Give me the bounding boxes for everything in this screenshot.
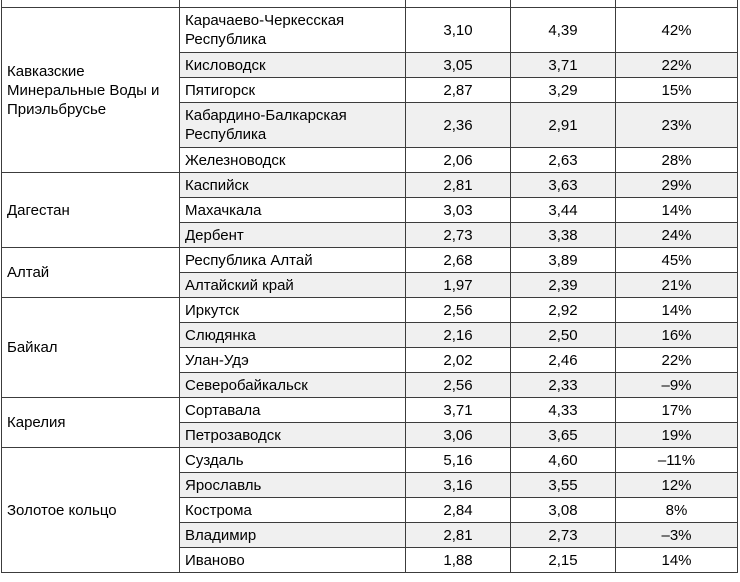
value-1-cell: 2,02 xyxy=(406,348,511,373)
table-row xyxy=(2,248,738,273)
value-1-cell: 2,81 xyxy=(406,173,511,198)
value-1-cell: 3,05 xyxy=(406,53,511,78)
value-2-cell: 3,63 xyxy=(511,173,616,198)
region-cell: Алтай xyxy=(2,248,180,298)
percent-change-cell: 14% xyxy=(616,298,738,323)
value-2-cell: 2,73 xyxy=(511,523,616,548)
city-cell: Каспийск xyxy=(180,173,406,198)
value-2-cell: 2,63 xyxy=(511,148,616,173)
percent-change-cell: 19% xyxy=(616,423,738,448)
city-cell: Карачаево-Черкесская Республика xyxy=(180,8,406,53)
table-row xyxy=(2,173,738,198)
city-cell: Улан-Удэ xyxy=(180,348,406,373)
value-1-cell: 3,16 xyxy=(406,473,511,498)
city-cell: Кисловодск xyxy=(180,53,406,78)
cities-table xyxy=(1,0,738,573)
percent-change-cell: 8% xyxy=(616,498,738,523)
region-cell: Байкал xyxy=(2,298,180,398)
value-1-cell: 2,84 xyxy=(406,498,511,523)
percent-change-cell: 23% xyxy=(616,103,738,148)
city-cell: Северобайкальск xyxy=(180,373,406,398)
city-cell: Алтайский край xyxy=(180,273,406,298)
value-2-cell: 2,46 xyxy=(511,348,616,373)
city-cell: Суздаль xyxy=(180,448,406,473)
value-2-cell: 3,55 xyxy=(511,473,616,498)
table-row-cutoff xyxy=(2,0,738,8)
region-cell: Золотое кольцо xyxy=(2,448,180,573)
percent-change-cell: 21% xyxy=(616,273,738,298)
percent-change-cell: 15% xyxy=(616,78,738,103)
value-1-cell: 2,87 xyxy=(406,78,511,103)
value-1-cell: 3,06 xyxy=(406,423,511,448)
percent-change-cell: 28% xyxy=(616,148,738,173)
region-cell: Карелия xyxy=(2,398,180,448)
percent-change-cell: –11% xyxy=(616,448,738,473)
value-1-cell: 3,71 xyxy=(406,398,511,423)
percent-change-cell: 22% xyxy=(616,53,738,78)
table-row xyxy=(2,8,738,53)
value-1-cell: 3,10 xyxy=(406,8,511,53)
value-1-cell: 2,56 xyxy=(406,373,511,398)
table-row xyxy=(2,298,738,323)
percent-change-cell: 42% xyxy=(616,8,738,53)
value-1-cell: 2,36 xyxy=(406,103,511,148)
table-cell-cutoff xyxy=(2,0,180,8)
percent-change-cell: 16% xyxy=(616,323,738,348)
city-cell: Слюдянка xyxy=(180,323,406,348)
value-2-cell: 4,60 xyxy=(511,448,616,473)
table-cell-cutoff xyxy=(180,0,406,8)
value-2-cell: 4,39 xyxy=(511,8,616,53)
city-cell: Кабардино-Балкарская Республика xyxy=(180,103,406,148)
value-2-cell: 2,39 xyxy=(511,273,616,298)
city-cell: Петрозаводск xyxy=(180,423,406,448)
city-cell: Сортавала xyxy=(180,398,406,423)
value-2-cell: 3,38 xyxy=(511,223,616,248)
percent-change-cell: 29% xyxy=(616,173,738,198)
value-1-cell: 5,16 xyxy=(406,448,511,473)
percent-change-cell: 14% xyxy=(616,198,738,223)
percent-change-cell: 17% xyxy=(616,398,738,423)
value-1-cell: 1,88 xyxy=(406,548,511,573)
percent-change-cell: 12% xyxy=(616,473,738,498)
table-row xyxy=(2,448,738,473)
percent-change-cell: –9% xyxy=(616,373,738,398)
value-1-cell: 2,81 xyxy=(406,523,511,548)
value-1-cell: 2,16 xyxy=(406,323,511,348)
city-cell: Дербент xyxy=(180,223,406,248)
city-cell: Пятигорск xyxy=(180,78,406,103)
city-cell: Иркутск xyxy=(180,298,406,323)
value-2-cell: 3,65 xyxy=(511,423,616,448)
city-cell: Махачкала xyxy=(180,198,406,223)
value-2-cell: 3,71 xyxy=(511,53,616,78)
table-cell-cutoff xyxy=(616,0,738,8)
percent-change-cell: –3% xyxy=(616,523,738,548)
value-2-cell: 2,92 xyxy=(511,298,616,323)
city-cell: Республика Алтай xyxy=(180,248,406,273)
table-cell-cutoff xyxy=(406,0,511,8)
table-row xyxy=(2,398,738,423)
city-cell: Железноводск xyxy=(180,148,406,173)
percent-change-cell: 45% xyxy=(616,248,738,273)
value-2-cell: 3,89 xyxy=(511,248,616,273)
value-1-cell: 2,56 xyxy=(406,298,511,323)
value-1-cell: 2,06 xyxy=(406,148,511,173)
table-body xyxy=(2,0,738,573)
percent-change-cell: 22% xyxy=(616,348,738,373)
value-2-cell: 3,44 xyxy=(511,198,616,223)
value-2-cell: 2,91 xyxy=(511,103,616,148)
value-2-cell: 2,15 xyxy=(511,548,616,573)
region-cell: Дагестан xyxy=(2,173,180,248)
value-2-cell: 4,33 xyxy=(511,398,616,423)
city-cell: Кострома xyxy=(180,498,406,523)
value-1-cell: 2,73 xyxy=(406,223,511,248)
table-cell-cutoff xyxy=(511,0,616,8)
value-1-cell: 2,68 xyxy=(406,248,511,273)
value-2-cell: 3,29 xyxy=(511,78,616,103)
city-cell: Владимир xyxy=(180,523,406,548)
value-2-cell: 2,33 xyxy=(511,373,616,398)
city-cell: Ярославль xyxy=(180,473,406,498)
percent-change-cell: 24% xyxy=(616,223,738,248)
city-cell: Иваново xyxy=(180,548,406,573)
percent-change-cell: 14% xyxy=(616,548,738,573)
value-1-cell: 3,03 xyxy=(406,198,511,223)
value-2-cell: 2,50 xyxy=(511,323,616,348)
value-1-cell: 1,97 xyxy=(406,273,511,298)
region-cell: Кавказские Минеральные Воды и Приэльбрусье xyxy=(2,8,180,173)
value-2-cell: 3,08 xyxy=(511,498,616,523)
